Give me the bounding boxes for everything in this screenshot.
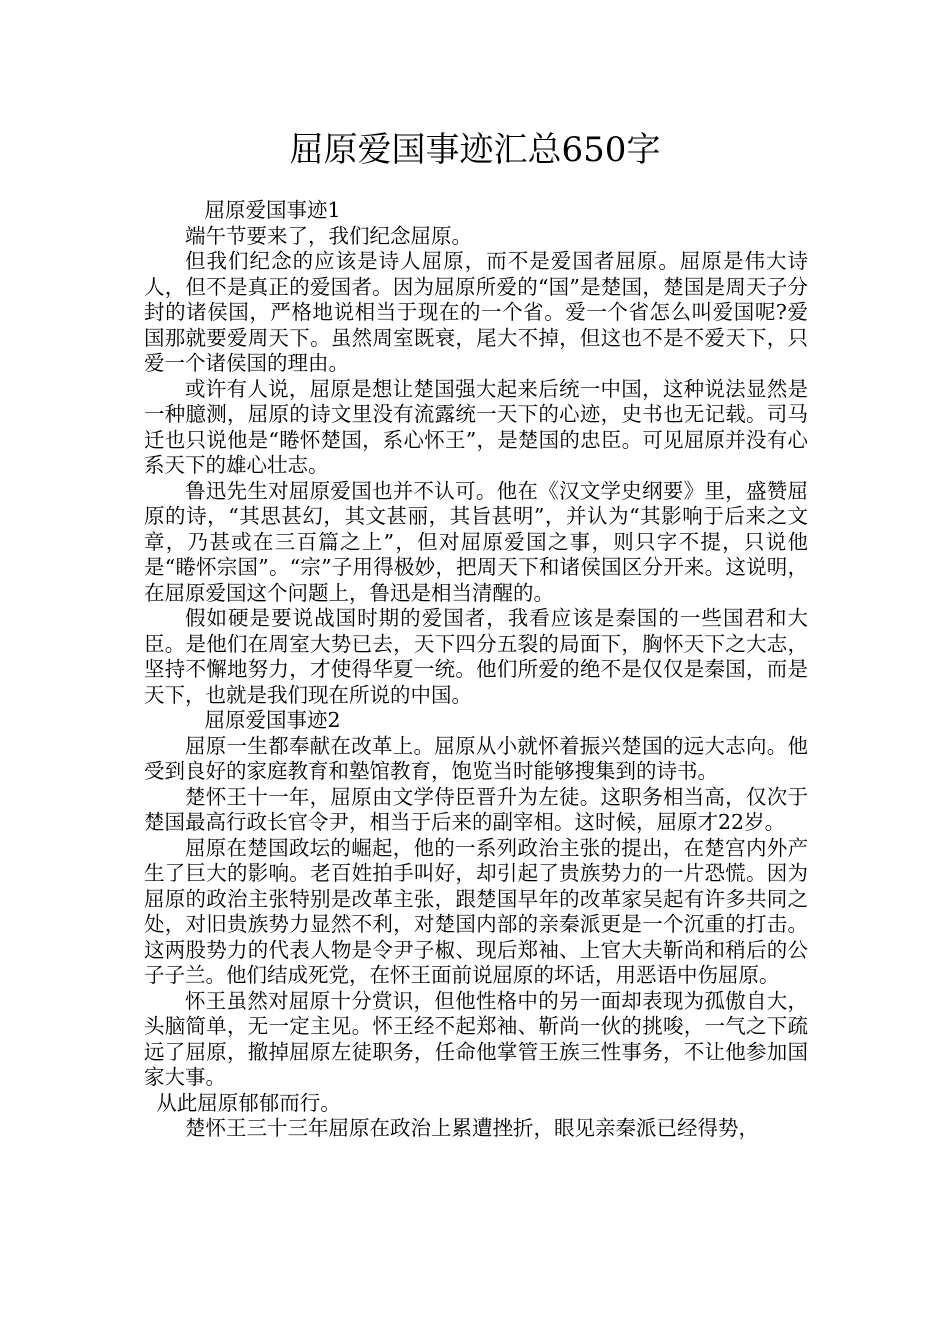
paragraph: 楚怀王十一年，屈原由文学侍臣晋升为左徒。这职务相当高，仅次于楚国最高行政长官令尹，相当于后来的副宰相。这时候，屈原才22岁。 [144, 784, 808, 834]
paragraph: 怀王虽然对屈原十分赏识，但他性格中的另一面却表现为孤傲自大，头脑简单，无一定主见。怀王经不起郑袖、靳尚一伙的挑唆，一气之下疏远了屈原，撤掉屈原左徒职务，任命他掌管王族三性事务，不让他参加国家大事。 [144, 988, 808, 1089]
paragraph: 屈原一生都奉献在改革上。屈原从小就怀着振兴楚国的远大志向。他受到良好的家庭教育和塾馆教育，饱览当时能够搜集到的诗书。 [144, 733, 808, 783]
paragraph: 或许有人说，屈原是想让楚国强大起来后统一中国，这种说法显然是一种臆测，屈原的诗文里没有流露统一天下的心迹，史书也无记载。司马迁也只说他是“睠怀楚国，系心怀王”，是楚国的忠臣。可见屈原并没有心系天下的雄心壮志。 [144, 376, 808, 477]
document-title: 屈原爱国事迹汇总650字 [289, 130, 661, 170]
paragraph: 鲁迅先生对屈原爱国也并不认可。他在《汉文学史纲要》里，盛赞屈原的诗，“其思甚幻，其文甚丽，其旨甚明”，并认为“其影响于后来之文章，乃甚或在三百篇之上”，但对屈原爱国之事，则只字不提，只说他是“睠怀宗国”。“宗”子用得极妙，把周天下和诸侯国区分开来。这说明，在屈原爱国这个问题上，鲁迅是相当清醒的。 [144, 478, 808, 605]
section-heading-2: 屈原爱国事迹2 [204, 708, 341, 732]
paragraph: 但我们纪念的应该是诗人屈原，而不是爱国者屈原。屈原是伟大诗人，但不是真正的爱国者。因为屈原所爱的“国”是楚国，楚国是周天子分封的诸侯国，严格地说相当于现在的一个省。爱一个省怎么叫爱国呢?爱国那就要爱周天下。虽然周室既衰，尾大不掉，但这也不是不爱天下，只爱一个诸侯国的理由。 [144, 249, 808, 375]
paragraph: 屈原在楚国政坛的崛起，他的一系列政治主张的提出，在楚宫内外产生了巨大的影响。老百姓拍手叫好，却引起了贵族势力的一片恐慌。因为屈原的政治主张特别是改革主张，跟楚国早年的改革家吴起有许多共同之处，对旧贵族势力显然不利，对楚国内部的亲秦派更是一个沉重的打击。这两股势力的代表人物是令尹子椒、现后郑袖、上官大夫靳尚和稍后的公子子兰。他们结成死党，在怀王面前说屈原的坏话，用恶语中伤屈原。 [144, 835, 808, 987]
paragraph: 端午节要来了，我们纪念屈原。 [185, 223, 472, 248]
paragraph: 从此屈原郁郁而行。 [156, 1090, 341, 1115]
paragraph: 假如硬是要说战国时期的爱国者，我看应该是秦国的一些国君和大臣。是他们在周室大势已去，天下四分五裂的局面下，胸怀天下之大志，坚持不懈地努力，才使得华夏一统。他们所爱的绝不是仅仅是秦国，而是天下，也就是我们现在所说的中国。 [144, 606, 808, 707]
section-heading-1: 屈原爱国事迹1 [204, 198, 341, 222]
paragraph: 楚怀王三十三年屈原在政治上累遭挫折，眼见亲秦派已经得势， [185, 1116, 759, 1140]
document-body [144, 198, 808, 1142]
